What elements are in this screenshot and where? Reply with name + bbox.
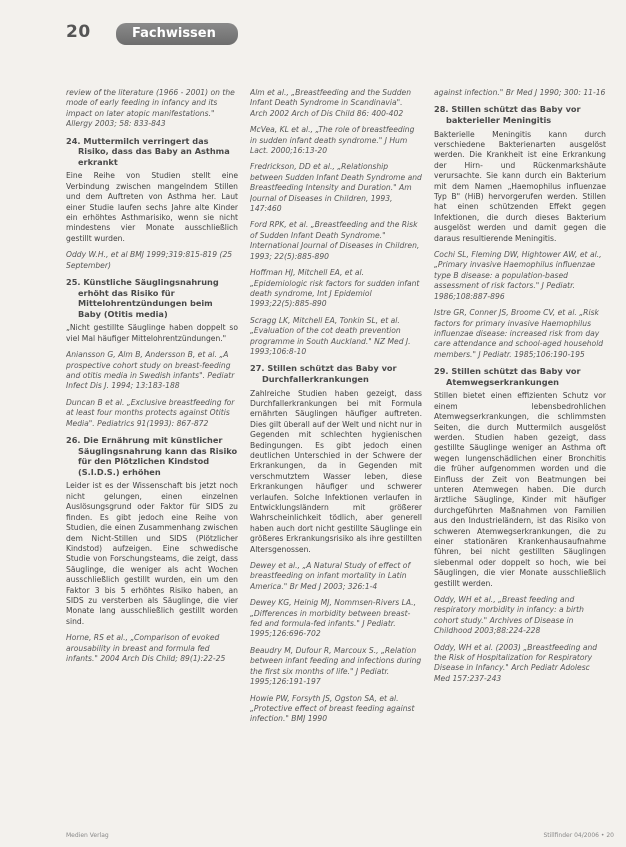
- body-paragraph: „Nicht gestillte Säuglinge haben doppelt so viel Mal häufiger Mittelohrentzündungen.": [66, 323, 238, 343]
- reference-citation: Dewey KG, Heinig MJ, Nommsen-Rivers LA., „Differences in morbidity between breast-fed and formula-fed infants." J Pediatr. 1995;126:696-702: [250, 598, 417, 639]
- reference-citation: against infection." Br Med J 1990; 300: 11-16: [434, 88, 606, 97]
- body-paragraph: Leider ist es der Wissenschaft bis jetzt noch nicht gelungen, einen einzelnen Auslösungsgrund oder Faktor für SIDS zu finden. Es gibt jedoch eine Reihe von Studien, die einen Zusammenhang zwischen dem Nicht-Stillen und SIDS (Plötzlicher Kindstod) aufzeigen. Eine schwedische Studie von Forschungsteams, die zeigt, dass Säuglinge, die weniger als acht Wochen ausschließlich gestillt wurden, ein um den Faktor 3 bis 5 erhöhtes Risiko haben, an SIDS zu versterben als Säuglinge, die vier Monate lang ausschließlich gestillt worden sind.: [66, 481, 238, 626]
- section-heading: 26. Die Ernährung mit künstlicher Säuglingsnahrung kann das Risiko für den Plötzlichen Kindstod (S.I.D.S.) erhöhen: [66, 435, 238, 477]
- reference-citation: Oddy, WH et al. (2003) „Breastfeeding and the Risk of Hospitalization for Respiratory Disease in Infancy." Arch Pediatr Adolesc Med 157:237-243: [434, 642, 598, 683]
- page-footer: [66, 832, 614, 842]
- body-paragraph: Eine Reihe von Studien stellt eine Verbindung zwischen mangelndem Stillen und dem Auftreten von Asthma her. Laut einer Studie laufen sechs Jahre alte Kinder ein erhöhtes Asthmarisiko, wenn sie nicht mindestens vier Monate ausschließlich gestillt wurden.: [66, 171, 238, 243]
- footer-right: Stillfinder 04/2006 • 20: [543, 832, 614, 839]
- reference-citation: Fredrickson, DD et al., „Relationship between Sudden Infant Death Syndrome and Breastfeeding Intensity and Duration." Am Journal of Diseases in Children, 1993, 147:460: [250, 162, 422, 214]
- section-heading: 28. Stillen schützt das Baby vor bakterieller Meningitis: [434, 104, 581, 125]
- section-heading: 25. Künstliche Säuglingsnahrung erhöht das Risiko für Mittelohrentzündungen beim Baby (Otitis media): [66, 277, 219, 319]
- section-heading: 24. Muttermilch verringert das Risiko, dass das Baby an Asthma erkrankt: [66, 135, 230, 167]
- reference-citation: McVea, KL et al., „The role of breastfeeding in sudden infant death syndrome." J Hum Lact. 2000;16:13-20: [250, 125, 415, 156]
- reference-citation: Oddy W.H., et al BMJ 1999;319:815-819 (25 September): [66, 250, 233, 270]
- reference-citation: Istre GR, Conner JS, Broome CV, et al. „Risk factors for primary invasive Haemophilus influenzae disease: increased risk from day care attendance and school-aged household members." J Pediatr. 1985;106:190-195: [434, 308, 604, 359]
- body-paragraph: Stillen bietet einen effizienten Schutz vor einem lebensbedrohlichen Atemwegserkrankungen, die schlimmsten Seiten, die durch Muttermilch ausgelöst werden. Studien haben gezeigt, dass gestillte Säuglinge weniger an Asthma oft wegen lungenschädlichen einer Bronchitis die früher aufgenommen worden und die Einfluss der Zeit von Beatmungen bei unteren Atemwegen haben. Die durch ärztliche Säuglinge, Kinder mit häufiger durchgeführten Maßnahmen von Familien aus den Industrieländern, ist das Risiko von schweren Atemwegserkrankungen, die zu einer stationären Krankenhausaufnahme führen, bei nicht gestillten Säuglingen siebenmal oder doppelt so hoch, wie bei Säuglingen, die vier Monate ausschließlich gestillt werden.: [434, 391, 606, 588]
- reference-citation: Beaudry M, Dufour R, Marcoux S., „Relation between infant feeding and infections during the first six months of life." J Pediatr. 1995;126:191-197: [250, 645, 422, 687]
- article-columns: [66, 88, 614, 823]
- body-paragraph: Zahlreiche Studien haben gezeigt, dass Durchfallerkrankungen bei mit Formula ernährten Säuglingen häufiger auftreten. Dies gilt überall auf der Welt und nicht nur in Gegenden mit schlechten hygienischen Bedingungen. Es gibt jedoch einen deutlichen Unterschied in der Schwere der Erkrankungen, da in Gegenden mit verschmutztem Wasser leben, diese Erkrankungen häufiger und schwerer verlaufen. Solche Infektionen verlaufen in Entwicklungsländern mit größerer Wahrscheinlichkeit tödlich, aber generell haben auch dort nicht gestillte Säuglinge ein größeres Erkrankungsrisiko als ihre gestillten Altersgenossen.: [250, 388, 422, 554]
- reference-citation: Alm et al., „Breastfeeding and the Sudden Infant Death Syndrome in Scandinavia". Arch 2002 Arch of Dis Child 86: 400-402: [250, 88, 412, 118]
- body-paragraph: Bakterielle Meningitis kann durch verschiedene Bakterienarten ausgelöst werden. Die Krankheit ist eine Erkrankung der Hirn- und Rückenmarkshäute verursachte. Sie kann durch ein Bakterium mit dem Namen „Haemophilus influenzae Typ B" (HiB) hervorgerufen werden. Stillen hat einen schützenden Effekt gegen Infektionen, die durch dieses Bakterium ausgelöst werden und damit gegen die daraus resultierende Meningitis.: [434, 129, 606, 243]
- column-2: [250, 88, 422, 823]
- reference-citation: Aniansson G, Alm B, Andersson B, et al. „A prospective cohort study on breast-feeding and otitis media in Swedish infants". Pediatr Infect Dis J. 1994; 13:183-188: [66, 350, 235, 391]
- column-1: [66, 88, 238, 823]
- page-header: [66, 22, 606, 46]
- reference-citation: Oddy, WH et al., „Breast feeding and respiratory morbidity in infancy: a birth cohort study." Archives of Disease in Childhood 2003;88:224-228: [434, 595, 584, 636]
- reference-citation: review of the literature (1966 - 2001) on the mode of early feeding in infancy and its impact on later atopic manifestations." Allergy 2003; 58: 833-843: [66, 88, 235, 129]
- reference-citation: Horne, RS et al., „Comparison of evoked arousability in breast and formula fed infants." 2004 Arch Dis Child; 89(1):22-25: [66, 633, 226, 663]
- footer-left: Medien Verlag: [66, 832, 109, 839]
- reference-citation: Duncan B et al. „Exclusive breastfeeding for at least four months protects against Otitis Media". Pediatrics 91(1993): 867-872: [66, 397, 235, 428]
- section-title-tab: Fachwissen: [116, 23, 238, 45]
- reference-citation: Ford RPK, et al. „Breastfeeding and the Risk of Sudden Infant Death Syndrome." International Journal of Diseases in Children, 1993; 22(5):885-890: [250, 220, 420, 261]
- reference-citation: Scragg LK, Mitchell EA, Tonkin SL, et al. „Evaluation of the cot death prevention programme in South Auckland." NZ Med J. 1993;106:8-10: [250, 315, 411, 356]
- column-3: [434, 88, 606, 823]
- page-number: 20: [66, 22, 91, 42]
- reference-citation: Hoffman HJ, Mitchell EA, et al. „Epidemiologic risk factors for sudden infant death syndrome, Int J Epidemiol 1993;22(5):885-890: [250, 268, 420, 309]
- section-heading: 29. Stillen schützt das Baby vor Atemwegserkrankungen: [434, 366, 581, 387]
- reference-citation: Dewey et al., „A Natural Study of effect of breastfeeding on infant mortality in Latin America." Br Med J 2003; 326:1-4: [250, 561, 411, 591]
- reference-citation: Cochi SL, Fleming DW, Hightower AW, et al., „Primary invasive Haemophilus influenzae type B disease: a population-based assessment of risk factors." J Pediatr. 1986;108:887-896: [434, 250, 602, 301]
- section-heading: 27. Stillen schützt das Baby vor Durchfallerkrankungen: [250, 363, 397, 384]
- reference-citation: Howie PW, Forsyth JS, Ogston SA, et al. „Protective effect of breast feeding against infection." BMJ 1990: [250, 693, 415, 724]
